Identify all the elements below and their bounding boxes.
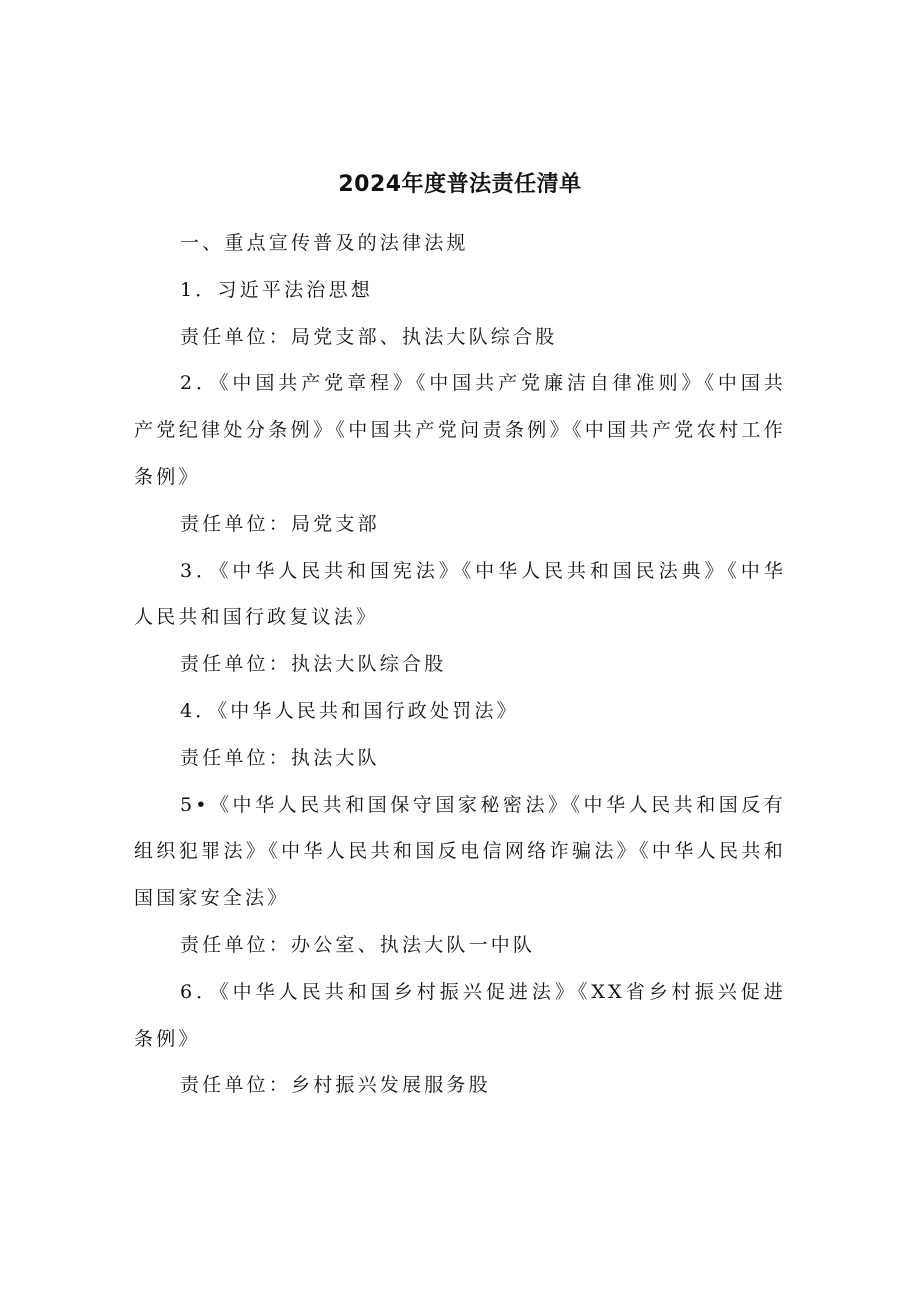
law-item-4: 4．《中华人民共和国行政处罚法》: [180, 699, 519, 722]
responsible-unit-6: 责任单位：乡村振兴发展服务股: [180, 1074, 491, 1097]
law-item-2: 2．《中国共产党章程》《中国共产党廉洁自律准则》《中国共产党纪律处分条例》《中国共产党问责条例》《中国共产党农村工作条例》: [134, 372, 786, 488]
law-item-6: 6．《中华人民共和国乡村振兴促进法》《XX省乡村振兴促进条例》: [134, 980, 786, 1050]
responsible-unit-5: 责任单位：办公室、执法大队一中队: [180, 933, 536, 956]
responsible-unit-1: 责任单位：局党支部、执法大队综合股: [180, 325, 558, 348]
law-item-1: 1．习近平法治思想: [180, 278, 373, 301]
responsible-unit-4: 责任单位：执法大队: [180, 746, 380, 769]
document-body: [134, 220, 786, 1109]
responsible-unit-3: 责任单位：执法大队综合股: [180, 653, 447, 676]
responsible-unit-2: 责任单位：局党支部: [180, 512, 380, 535]
law-item-5: 5•《中华人民共和国保守国家秘密法》《中华人民共和国反有组织犯罪法》《中华人民共和国反电信网络诈骗法》《中华人民共和国国家安全法》: [134, 793, 786, 910]
law-item-3: 3．《中华人民共和国宪法》《中华人民共和国民法典》《中华人民共和国行政复议法》: [134, 559, 786, 629]
section-heading: 一、重点宣传普及的法律法规: [180, 232, 469, 254]
document-title: 2024年度普法责任清单: [338, 172, 582, 197]
